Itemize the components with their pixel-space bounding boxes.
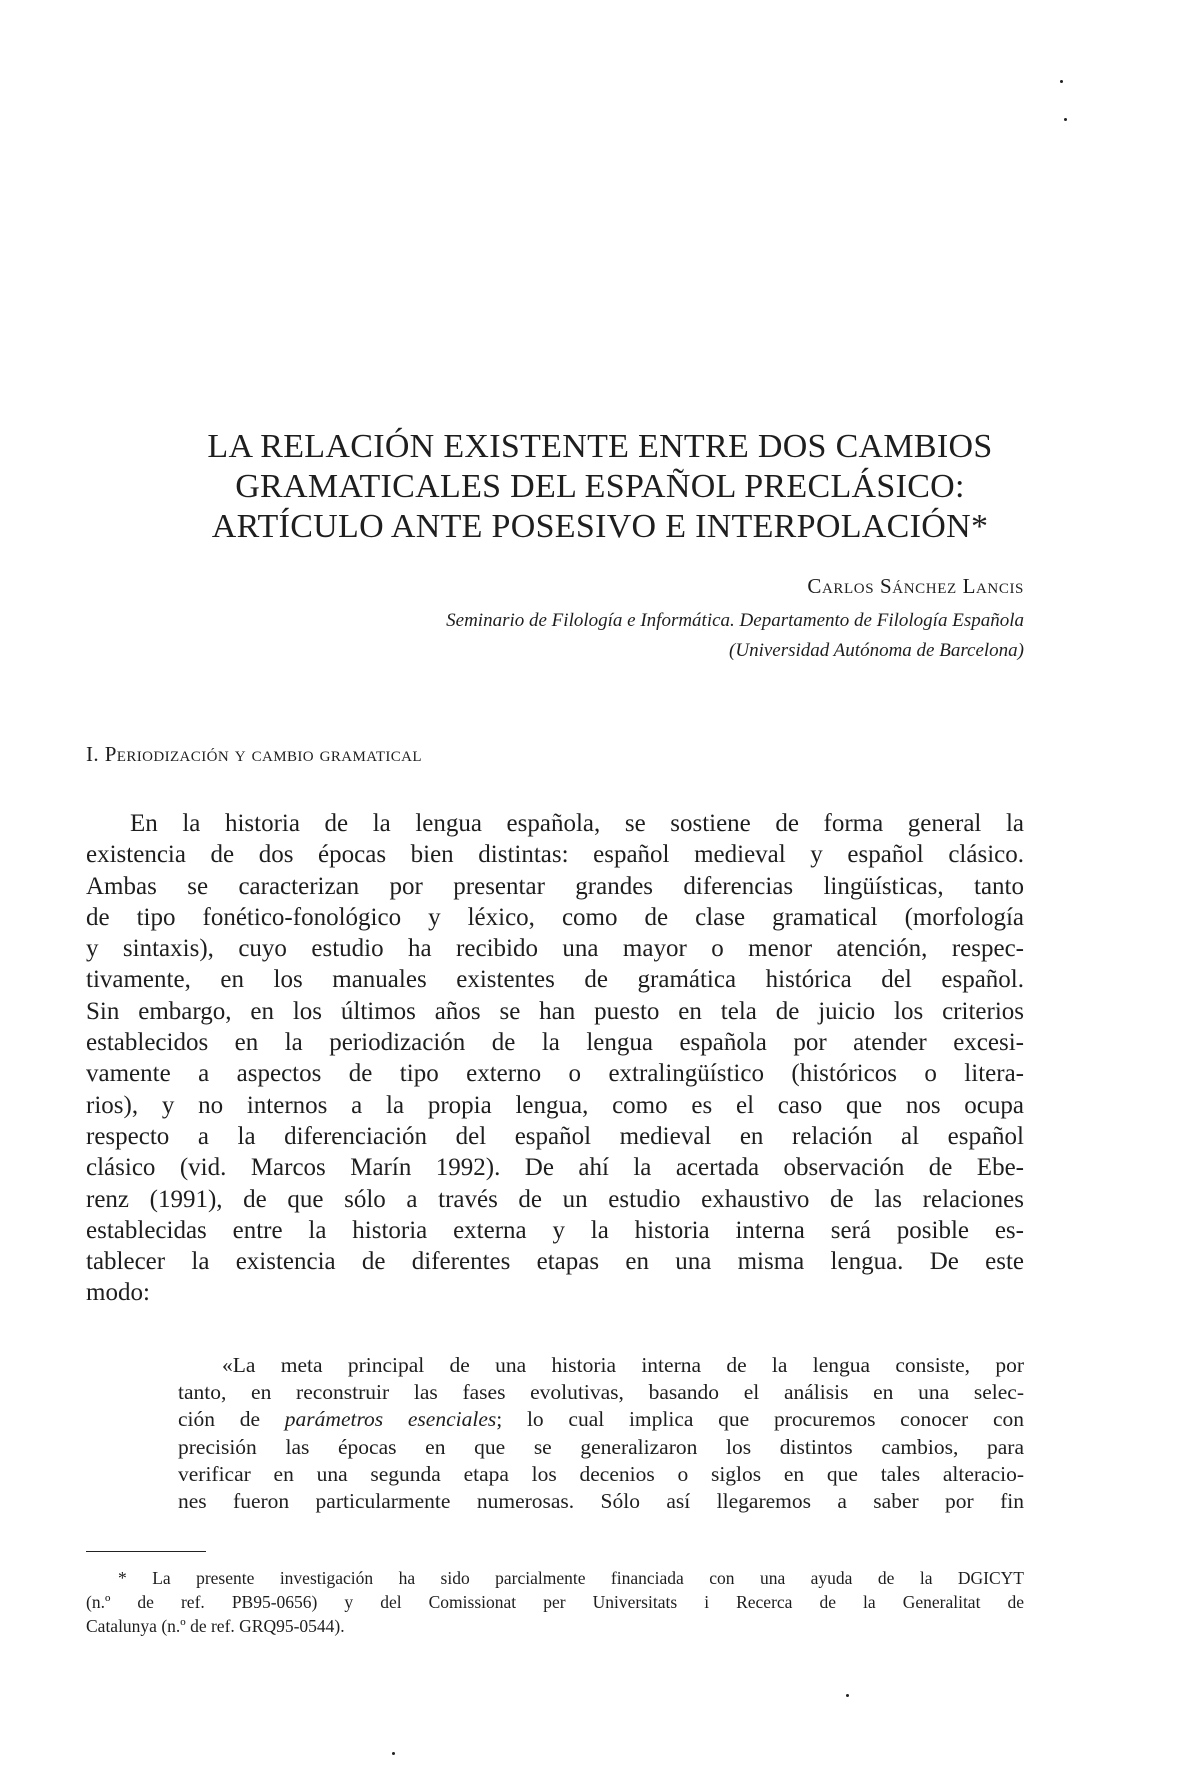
paragraph-line: de tipo fonético-fonológico y léxico, como de clase gramatical (morfología [86, 903, 1024, 931]
paragraph-line: tivamente, en los manuales existentes de gramática histórica del español. [86, 966, 1024, 994]
paragraph-line: vamente a aspectos de tipo externo o extralingüístico (históricos o litera- [86, 1060, 1024, 1088]
quote-text: ción de [178, 1407, 285, 1432]
paragraph-line: y sintaxis), cuyo estudio ha recibido una mayor o menor atención, respec- [86, 935, 1024, 963]
paragraph-line: Sin embargo, en los últimos años se han puesto en tela de juicio los criterios [86, 997, 1024, 1025]
paragraph-line: modo: [86, 1279, 150, 1307]
footnote-line: Catalunya (n.º de ref. GRQ95-0544). [86, 1616, 345, 1637]
quote-line: nes fueron particularmente numerosas. Sólo así llegaremos a saber por fin [178, 1489, 1024, 1514]
paragraph-line: existencia de dos épocas bien distintas: español medieval y español clásico. [86, 841, 1024, 869]
footnote-divider [86, 1551, 206, 1552]
footnote-line: (n.º de ref. PB95-0656) y del Comissionat per Universitats i Recerca de la Generalitat de [86, 1592, 1024, 1613]
quote-line: verificar en una segunda etapa los decenios o siglos en que tales alteracio- [178, 1461, 1024, 1486]
paragraph-line: establecidos en la periodización de la lengua española por atender excesi- [86, 1029, 1024, 1057]
quote-emphasis: parámetros esenciales [284, 1407, 497, 1432]
title-line: ARTÍCULO ANTE POSESIVO E INTERPOLACIÓN* [211, 508, 989, 545]
quote-line: tanto, en reconstruir las fases evolutivas, basando el análisis en una selec- [178, 1380, 1024, 1405]
quote-line: «La meta principal de una historia interna de la lengua consiste, por [222, 1353, 1024, 1377]
block-quote [178, 1352, 1024, 1515]
author-affiliation [446, 606, 1024, 666]
article-title [150, 427, 1050, 547]
paragraph-line: respecto a la diferenciación del español medieval en relación al español [86, 1122, 1024, 1150]
scan-speck [392, 1752, 395, 1755]
title-line: LA RELACIÓN EXISTENTE ENTRE DOS CAMBIOS [207, 428, 993, 465]
paragraph-line: renz (1991), de que sólo a través de un estudio exhaustivo de las relaciones [86, 1185, 1024, 1213]
paragraph-line: establecidas entre la historia externa y la historia interna será posible es- [86, 1216, 1024, 1244]
title-line: GRAMATICALES DEL ESPAÑOL PRECLÁSICO: [235, 468, 965, 505]
paragraph-line: clásico (vid. Marcos Marín 1992). De ahí la acertada observación de Ebe- [86, 1154, 1024, 1182]
quote-line: precisión las épocas en que se generalizaron los distintos cambios, para [178, 1434, 1024, 1459]
quote-text: ; lo cual implica que procuremos conocer con [496, 1407, 1024, 1432]
section-heading: I. Periodización y cambio gramatical [86, 742, 422, 766]
affiliation-line: (Universidad Autónoma de Barcelona) [729, 640, 1024, 661]
paragraph-line: En la historia de la lengua española, se sostiene de forma general la [130, 810, 1024, 837]
scan-speck [1064, 118, 1067, 121]
author-name: Carlos Sánchez Lancis [807, 574, 1024, 598]
affiliation-line: Seminario de Filología e Informática. Departamento de Filología Española [446, 610, 1024, 631]
scan-speck [846, 1694, 849, 1697]
paragraph-line: tablecer la existencia de diferentes etapas en una misma lengua. De este [86, 1248, 1024, 1276]
footnote-line: * La presente investigación ha sido parcialmente financiada con una ayuda de la DGICYT [118, 1568, 1024, 1588]
scan-speck [1060, 80, 1063, 83]
footnote [86, 1566, 1024, 1639]
quote-line [178, 1406, 1024, 1433]
paragraph-line: rios), y no internos a la propia lengua, como es el caso que nos ocupa [86, 1091, 1024, 1119]
paragraph-line: Ambas se caracterizan por presentar grandes diferencias lingüísticas, tanto [86, 872, 1024, 900]
body-paragraph [86, 808, 1024, 1309]
